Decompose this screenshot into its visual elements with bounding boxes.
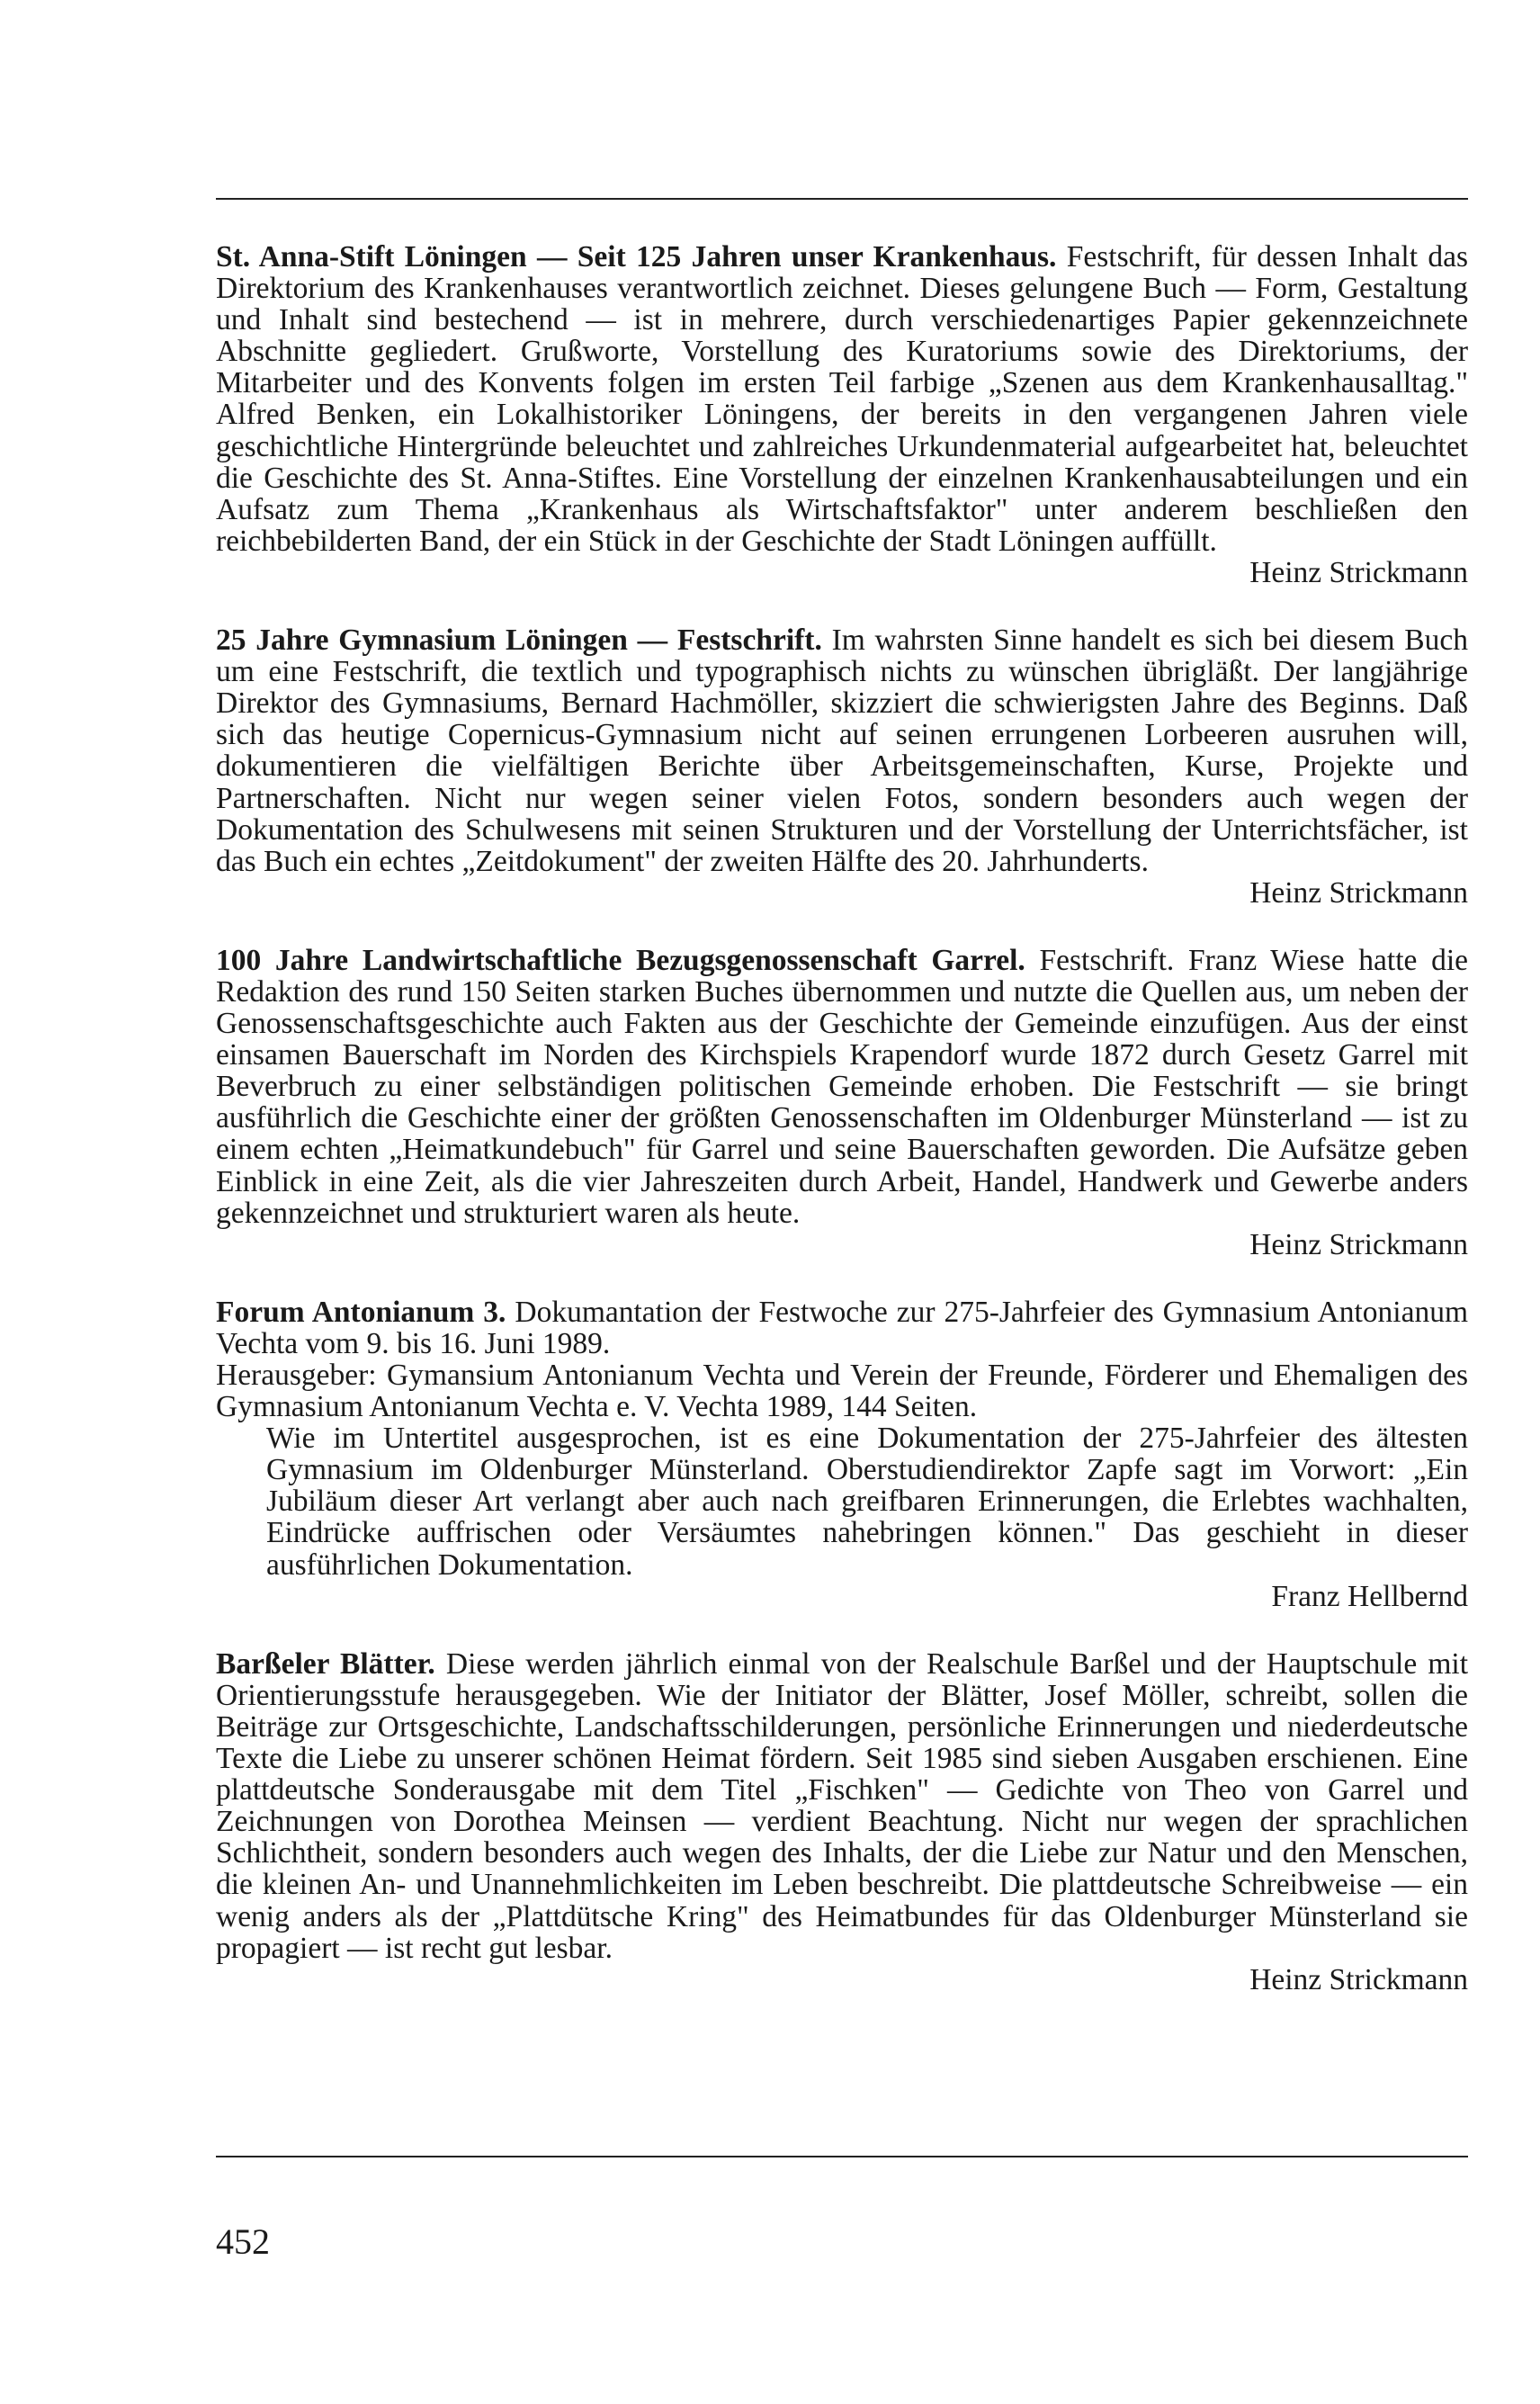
review-paragraph (216, 1296, 1468, 1359)
review-body: Im wahrsten Sinne handelt es sich bei diesem Buch um eine Festschrift, die textlich und typographisch nichts zu wünschen übrigläßt. Der langjährige Direktor des Gymnasiums, Bernard Hachmöller, skizziert die schwierigsten Jahre des Beginns. Daß sich das heutige Copernicus-Gymnasium nicht auf seinen errungenen Lorbeeren ausruhen will, dokumentieren die vielfältigen Berichte über Arbeitsgemeinschaften, Kurse, Projekte und Partnerschaften. Nicht nur wegen seiner vielen Fotos, sondern besonders auch wegen der Dokumentation des Schulwesens mit seinen Strukturen und der Vorstellung der Unterrichtsfächer, ist das Buch ein echtes „Zeitdokument" der zweiten Hälfte des 20. Jahrhunderts. (216, 623, 1469, 878)
reviews-column (216, 241, 1468, 1996)
review-publisher: Herausgeber: Gymansium Antonianum Vechta und Verein der Freunde, Förderer und Ehemaligen des Gymnasium Antonianum Vechta e. V. Vechta 1989, 144 Seiten. (216, 1359, 1468, 1424)
review-paragraph (216, 1648, 1468, 1964)
review-paragraph (216, 945, 1468, 1229)
review-forum-antonianum (216, 1296, 1468, 1612)
review-st-anna-stift (216, 241, 1468, 588)
review-gymnasium-loeningen (216, 624, 1468, 909)
review-author: Franz Hellbernd (1271, 1579, 1468, 1613)
review-barsseler-blaetter (216, 1648, 1468, 1996)
review-body: Dokumantation der Festwoche zur 275-Jahrfeier des Gymnasium Antonianum Vechta vom 9. bis 16. Juni 1989. (216, 1295, 1469, 1360)
review-title: Forum Antonianum 3. (216, 1295, 506, 1329)
review-body: Diese werden jährlich einmal von der Realschule Barßel und der Hauptschule mit Orientierungsstufe herausgegeben. Wie der Initiator der Blätter, Josef Möller, schreibt, sollen die Beiträge zur Ortsgeschichte, Landschaftsschilderungen, persönliche Erinnerungen und niederdeutsche Texte die Liebe zu unserer schönen Heimat fördern. Seit 1985 sind sieben Ausgaben erschienen. Eine plattdeutsche Sonderausgabe mit dem Titel „Fischken" — Gedichte von Theo von Garrel und Zeichnungen von Dorothea Meinsen — verdient Beachtung. Nicht nur wegen der sprachlichen Schlichtheit, sondern besonders auch wegen des Inhalts, der die Liebe zur Natur und den Menschen, die kleinen An- und Unannehmlichkeiten im Leben beschreibt. Die plattdeutsche Schreibweise — ein wenig anders als der „Plattdütsche Kring" des Heimatbundes für das Oldenburger Münsterland sie propagiert — ist recht gut lesbar. (216, 1646, 1468, 1965)
review-body: Festschrift, für dessen Inhalt das Direktorium des Krankenhauses verantwortlich zeichnet. Dieses gelungene Buch — Form, Gestaltung und Inhalt sind bestechend — ist in mehrere, durch verschiedenartiges Papier gekennzeichnete Abschnitte gegliedert. Grußworte, Vorstellung des Kuratoriums sowie des Direktoriums, der Mitarbeiter und des Konvents folgen im ersten Teil farbige „Szenen aus dem Krankenhausalltag." Alfred Benken, ein Lokalhistoriker Löningens, der bereits in den vergangenen Jahren viele geschichtliche Hintergründe beleuchtet und zahlreiches Urkundenmaterial aufgearbeitet hat, beleuchtet die Geschichte des St. Anna-Stiftes. Eine Vorstellung der einzelnen Krankenhausabteilungen und ein Aufsatz zum Thema „Krankenhaus als Wirtschaftsfaktor" unter anderem beschließen den reichbebilderten Band, der ein Stück in der Geschichte der Stadt Löningen auffüllt. (216, 240, 1468, 558)
review-title: 25 Jahre Gymnasium Löningen — Festschrift. (216, 623, 822, 658)
review-author: Heinz Strickmann (1249, 1227, 1468, 1261)
top-rule (216, 198, 1468, 200)
review-author: Heinz Strickmann (1249, 875, 1468, 910)
page-number: 452 (216, 2221, 270, 2262)
review-title: 100 Jahre Landwirtschaftliche Bezugsgenossenschaft Garrel. (216, 943, 1025, 977)
bottom-rule (216, 2156, 1468, 2157)
review-text: Wie im Untertitel ausgesprochen, ist es eine Dokumentation der 275-Jahrfeier des ältesten Gymnasium im Oldenburger Münsterland. Oberstudiendirektor Zapfe sagt im Vorwort: „Ein Jubiläum dieser Art verlangt aber auch nach greifbaren Erinnerungen, die Erlebtes wachhalten, Eindrücke auffrischen oder Versäumtes nahebringen können." Das geschieht in dieser ausführlichen Dokumentation. (266, 1422, 1468, 1582)
review-bezugsgenossenschaft-garrel (216, 945, 1468, 1260)
review-title: Barßeler Blätter. (216, 1646, 435, 1681)
review-paragraph (216, 241, 1468, 557)
review-author: Heinz Strickmann (1249, 555, 1468, 589)
review-title: St. Anna-Stift Löningen — Seit 125 Jahren unser Krankenhaus. (216, 240, 1057, 274)
review-body: Festschrift. Franz Wiese hatte die Redaktion des rund 150 Seiten starken Buches übernommen und nutzte die Quellen aus, um neben der Genossenschaftsgeschichte auch Fakten aus der Geschichte der Gemeinde einzufügen. Aus der einst einsamen Bauerschaft im Norden des Kirchspiels Krapendorf wurde 1872 durch Gesetz Garrel mit Beverbruch zu einer selbständigen politischen Gemeinde erhoben. Die Festschrift — sie bringt ausführlich die Geschichte einer der größten Genossenschaften im Oldenburger Münsterland — ist zu einem echten „Heimatkundebuch" für Garrel und seine Bauerschaften geworden. Die Aufsätze geben Einblick in eine Zeit, als die vier Jahreszeiten durch Arbeit, Handel, Handwerk und Gewerbe anders gekennzeichnet und strukturiert waren als heute. (216, 943, 1469, 1230)
review-paragraph (216, 624, 1468, 877)
review-author: Heinz Strickmann (1249, 1962, 1468, 1996)
